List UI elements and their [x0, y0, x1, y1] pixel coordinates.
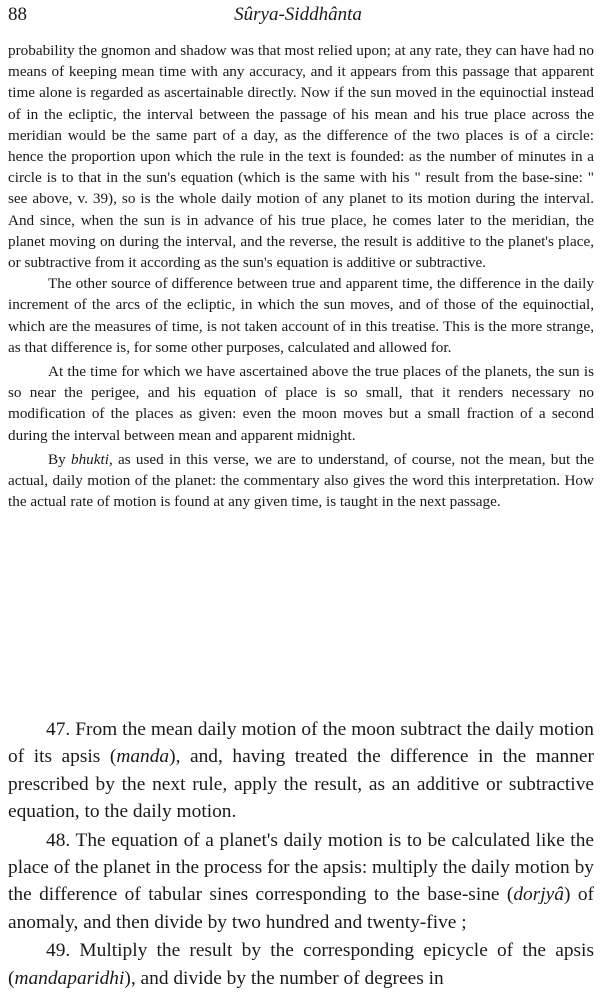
- verses-section: [8, 716, 594, 992]
- commentary-paragraph-4: [8, 449, 594, 513]
- verse-48: [8, 827, 594, 937]
- p4-text-after: , as used in this verse, we are to understand, of course, not the mean, but the actual, daily motion of the planet: the commentary also gives the word this interpretation. How the actual rate of motion is found at any given time, is taught in the next passage.: [8, 450, 594, 511]
- verse-49-text-a: 49. Multiply the result by the corresponding epicycle of the apsis (: [8, 940, 594, 989]
- term-manda: manda: [116, 746, 170, 768]
- page-number: 88: [8, 4, 27, 25]
- running-title: Sûrya-Siddhânta: [234, 4, 362, 25]
- verse-48-text-b: ) of anomaly, and then divide by two hundred and twenty-five ;: [8, 884, 594, 933]
- verse-48-text-a: 48. The equation of a planet's daily motion is to be calculated like the place of the planet in the process for the apsis: multiply the daily motion by the difference of tabular sines corresponding to the base-sine (: [8, 829, 594, 906]
- verse-49: [8, 937, 594, 992]
- verse-47-text-a: 47. From the mean daily motion of the moon subtract the daily motion of its apsis (: [8, 719, 594, 768]
- commentary-paragraph-3: At the time for which we have ascertained above the true places of the planets, the sun is so near the perigee, and his equation of place is so small, that it renders necessary no modification of the places as given: even the moon moves but a small fraction of a second during the interval between mean and apparent midnight.: [8, 363, 594, 444]
- term-dorjya: dorjyâ: [513, 884, 564, 906]
- commentary-paragraph-2: The other source of difference between true and apparent time, the difference in the daily increment of the arcs of the ecliptic, in which the sun moves, and of those of the equinoctial, which are the measures of time, is not taken account of in this treatise. This is the more strange, as that difference is, for some other purposes, calculated and allowed for.: [8, 275, 594, 356]
- verse-49-text-b: ), and divide by the number of degrees in: [124, 967, 444, 989]
- page-header: [8, 2, 588, 28]
- commentary-paragraph-1: probability the gnomon and shadow was that most relied upon; at any rate, they can have had no means of keeping mean time with any accuracy, and it appears from this passage that apparent time alone is regarded as ascertainable directly. Now if the sun moved in the equinoctial instead of in the ecliptic, the interval between the passage of his mean and his true place across the meridian would be the same part of a day, as the difference of the two places is of a circle: hence the proportion upon which the rule in the text is founded: as the number of minutes in a circle is to that in the sun's equation (which is the same with his " result from the base-sine: " see above, v. 39), so is the whole daily motion of any planet to its motion during the interval. And since, when the sun is in advance of his true place, he comes later to the meridian, the planet moving on during the interval, and the reverse, the result is additive to the planet's place, or subtractive from it according as the sun's equation is additive or subtractive.: [8, 42, 594, 272]
- p4-text-before: By: [48, 450, 71, 468]
- commentary-section: [8, 40, 594, 512]
- term-mandaparidhi: mandaparidhi: [14, 967, 125, 989]
- verse-47: [8, 716, 594, 826]
- verse-47-text-b: ), and, having treated the difference in the manner prescribed by the next rule, apply the result, as an additive or subtractive equation, to the daily motion.: [8, 746, 594, 823]
- term-bhukti: bhukti: [70, 450, 109, 468]
